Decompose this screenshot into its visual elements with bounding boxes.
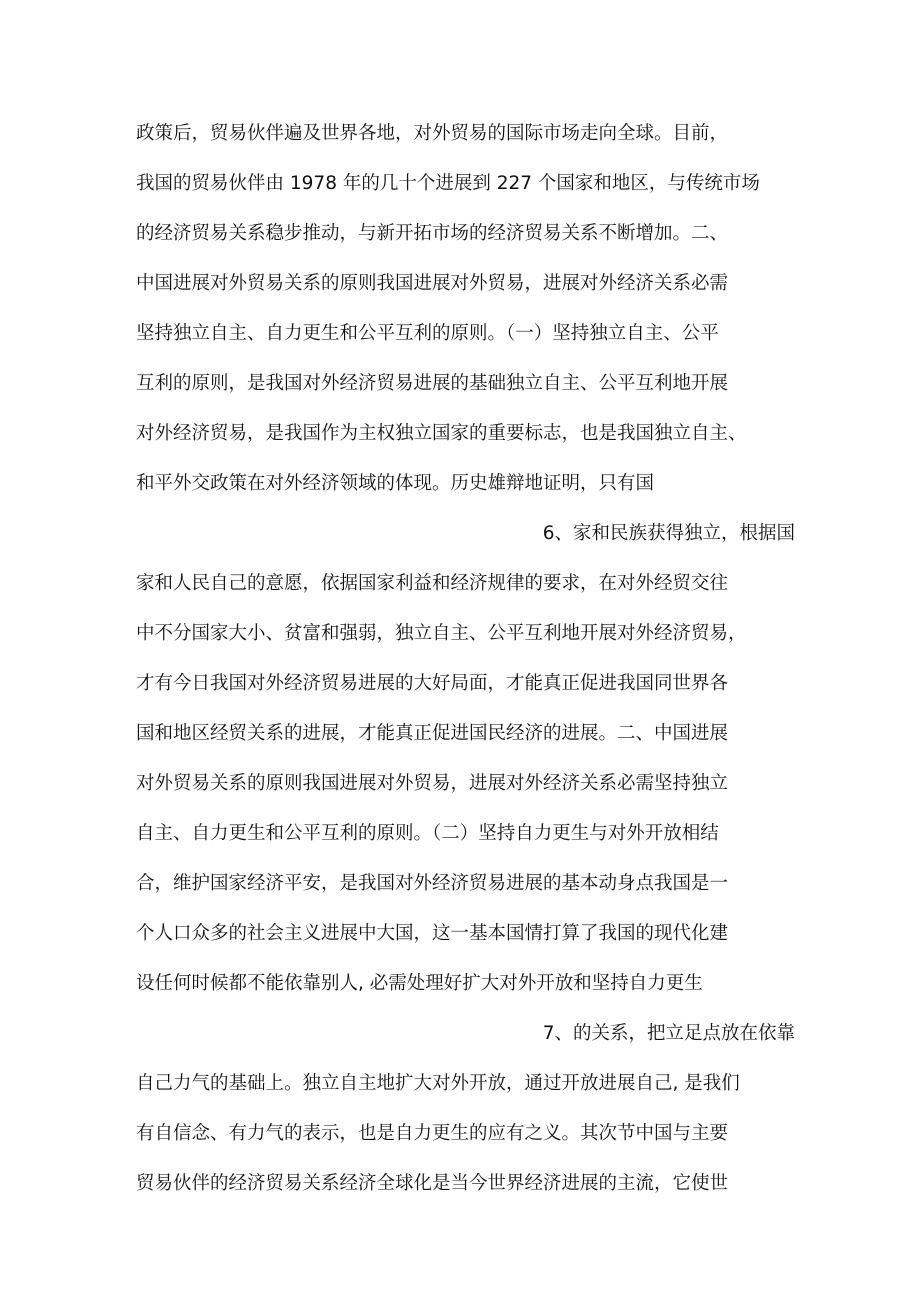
page-marker-line: 6、家和民族获得独立，根据国 xyxy=(542,523,795,544)
text-line: 我国的贸易伙伴由 1978 年的几十个进展到 227 个国家和地区，与传统市场 xyxy=(136,173,760,194)
text-line: 政策后，贸易伙伴遍及世界各地，对外贸易的国际市场走向全球。目前， xyxy=(136,123,729,144)
text-line: 中国进展对外贸易关系的原则我国进展对外贸易，进展对外经济关系必需 xyxy=(136,273,729,294)
text-line: 设任何时候都不能依靠别人, 必需处理好扩大对外开放和坚持自力更生 xyxy=(136,973,703,994)
text-line: 的经济贸易关系稳步推动，与新开拓市场的经济贸易关系不断增加。二、 xyxy=(136,223,729,244)
page-marker-line: 7、的关系，把立足点放在依靠 xyxy=(542,1023,795,1044)
text-line: 才有今日我国对外经济贸易进展的大好局面，才能真正促进我国同世界各 xyxy=(136,673,729,694)
text-line: 有自信念、有力气的表示，也是自力更生的应有之义。其次节中国与主要 xyxy=(136,1123,729,1144)
text-line: 贸易伙伴的经济贸易关系经济全球化是当今世界经济进展的主流，它使世 xyxy=(136,1173,729,1194)
text-line: 对外经济贸易，是我国作为主权独立国家的重要标志，也是我国独立自主、 xyxy=(136,423,747,444)
text-line: 自主、自力更生和公平互利的原则。（二）坚持自力更生与对外开放相结 xyxy=(136,823,719,844)
text-line: 合，维护国家经济平安，是我国对外经济贸易进展的基本动身点我国是一 xyxy=(136,873,729,894)
text-line: 自己力气的基础上。独立自主地扩大对外开放，通过开放进展自己, 是我们 xyxy=(136,1073,740,1094)
text-line: 国和地区经贸关系的进展，才能真正促进国民经济的进展。二、中国进展 xyxy=(136,723,729,744)
text-line: 对外贸易关系的原则我国进展对外贸易，进展对外经济关系必需坚持独立 xyxy=(136,773,729,794)
text-line: 家和人民自己的意愿，依据国家利益和经济规律的要求，在对外经贸交往 xyxy=(136,573,729,594)
text-line: 个人口众多的社会主义进展中大国，这一基本国情打算了我国的现代化建 xyxy=(136,923,729,944)
text-line: 中不分国家大小、贫富和强弱，独立自主、公平互利地开展对外经济贸易， xyxy=(136,623,747,644)
text-line: 和平外交政策在对外经济领域的体现。历史雄辩地证明，只有国 xyxy=(136,473,655,494)
text-line: 互利的原则，是我国对外经济贸易进展的基础独立自主、公平互利地开展 xyxy=(136,373,729,394)
text-line: 坚持独立自主、自力更生和公平互利的原则。（一）坚持独立自主、公平 xyxy=(136,323,719,344)
